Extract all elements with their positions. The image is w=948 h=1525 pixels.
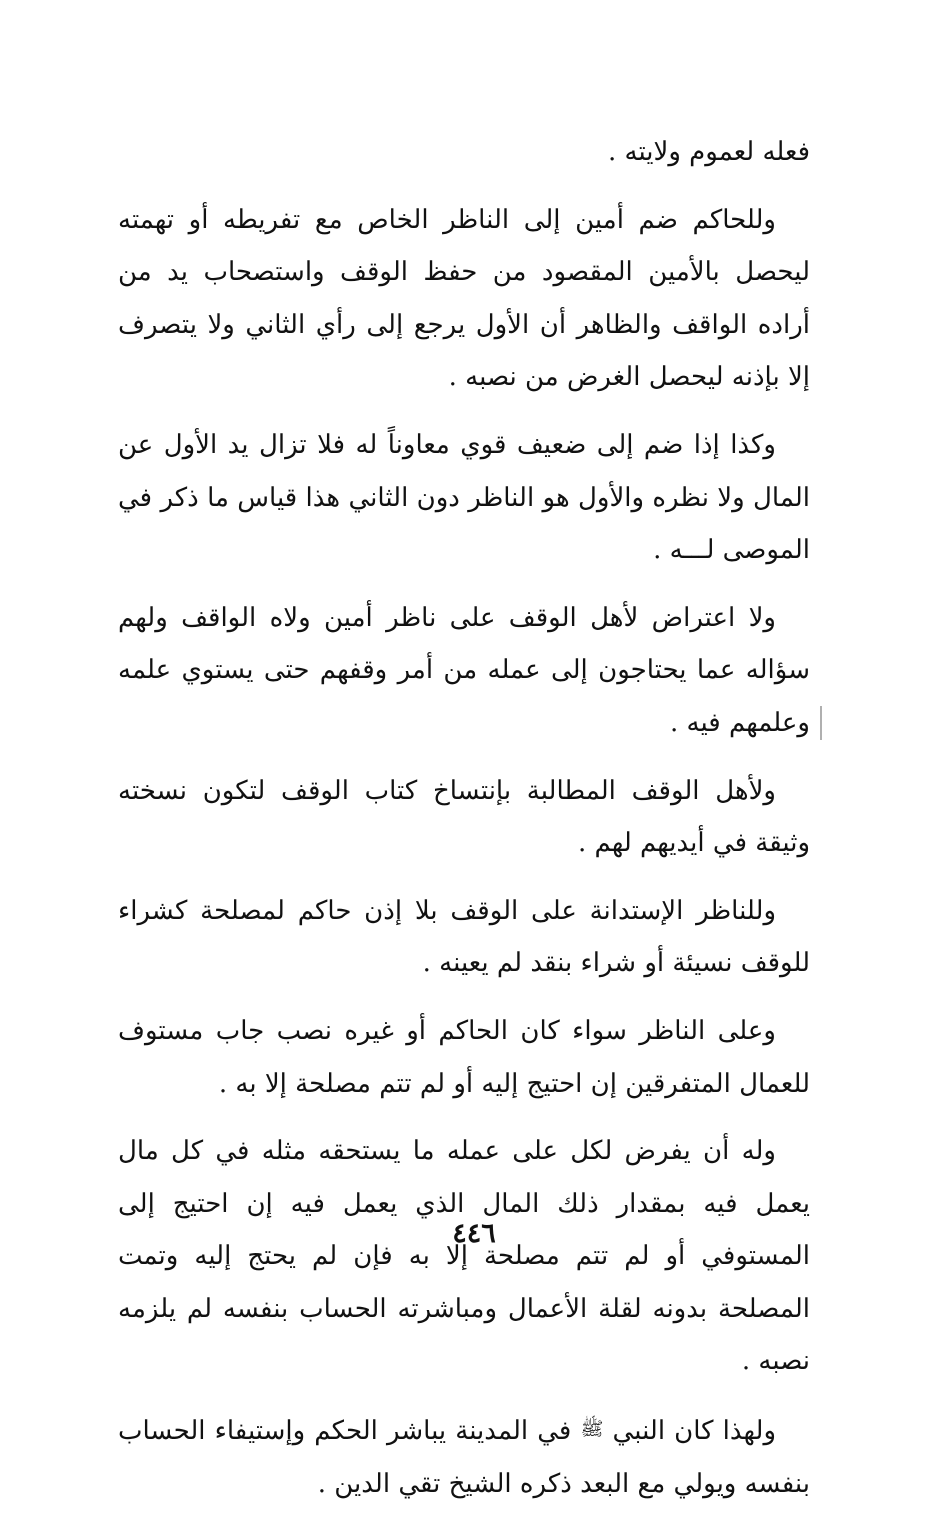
margin-mark [820,706,822,740]
paragraph-2: وللحاكم ضم أمين إلى الناظر الخاص مع تفريطه أو تهمته ليحصل بالأمين المقصود من حفظ الوقف واستصحاب يد من أراده الواقف والظاهر أن الأول يرجع إلى رأي الثاني ولا يتصرف إلا بإذنه ليحصل الغرض من نصبه . [118,204,810,393]
paragraph-9-end: في المدينة يباشر الحكم وإستيفاء الحساب بنفسه ويولي مع البعد ذكره الشيخ تقي الدين . [118,1416,810,1499]
paragraph-8: وله أن يفرض لكل على عمله ما يستحقه مثله في كل مال يعمل فيه بمقدار ذلك المال الذي يعمل فيه إن احتيج إلى المستوفي أو لم تتم مصلحة إلا به فإن لم يحتج إليه وتمت المصلحة بدونه لقلة الأعمال ومباشرته الحساب بنفسه لم يلزمه نصبه . [118,1136,810,1377]
paragraph-6: وللناظر الإستدانة على الوقف بلا إذن حاكم لمصلحة كشراء للوقف نسيئة أو شراء بنقد لم يعينه . [118,895,810,979]
paragraph-9-start: ولهذا كان النبي [612,1416,777,1447]
paragraph-5: ولأهل الوقف المطالبة بإنتساخ كتاب الوقف لتكون نسخته وثيقة في أيديهم لهم . [118,775,810,859]
page-body [118,126,810,1525]
paragraph-9 [118,1403,810,1510]
paragraph-7: وعلى الناظر سواء كان الحاكم أو غيره نصب جاب مستوف للعمال المتفرقين إن احتيج إليه أو لم تتم مصلحة إلا به . [118,1015,810,1099]
paragraph-3: وكذا إذا ضم إلى ضعيف قوي معاوناً له فلا تزال يد الأول عن المال ولا نظره والأول هو الناظر دون الثاني هذا قياس ما ذكر في الموصى لـــه . [118,429,810,566]
paragraph-1: فعله لعموم ولايته . [607,137,810,167]
honorific-symbol: ﷺ [580,1418,604,1441]
page-number: ٤٤٦ [452,1218,496,1249]
paragraph-4: ولا اعتراض لأهل الوقف على ناظر أمين ولاه الواقف ولهم سؤاله عما يحتاجون إلى عمله من أمر وقفهم حتى يستوي علمه وعلمهم فيه . [118,602,810,738]
